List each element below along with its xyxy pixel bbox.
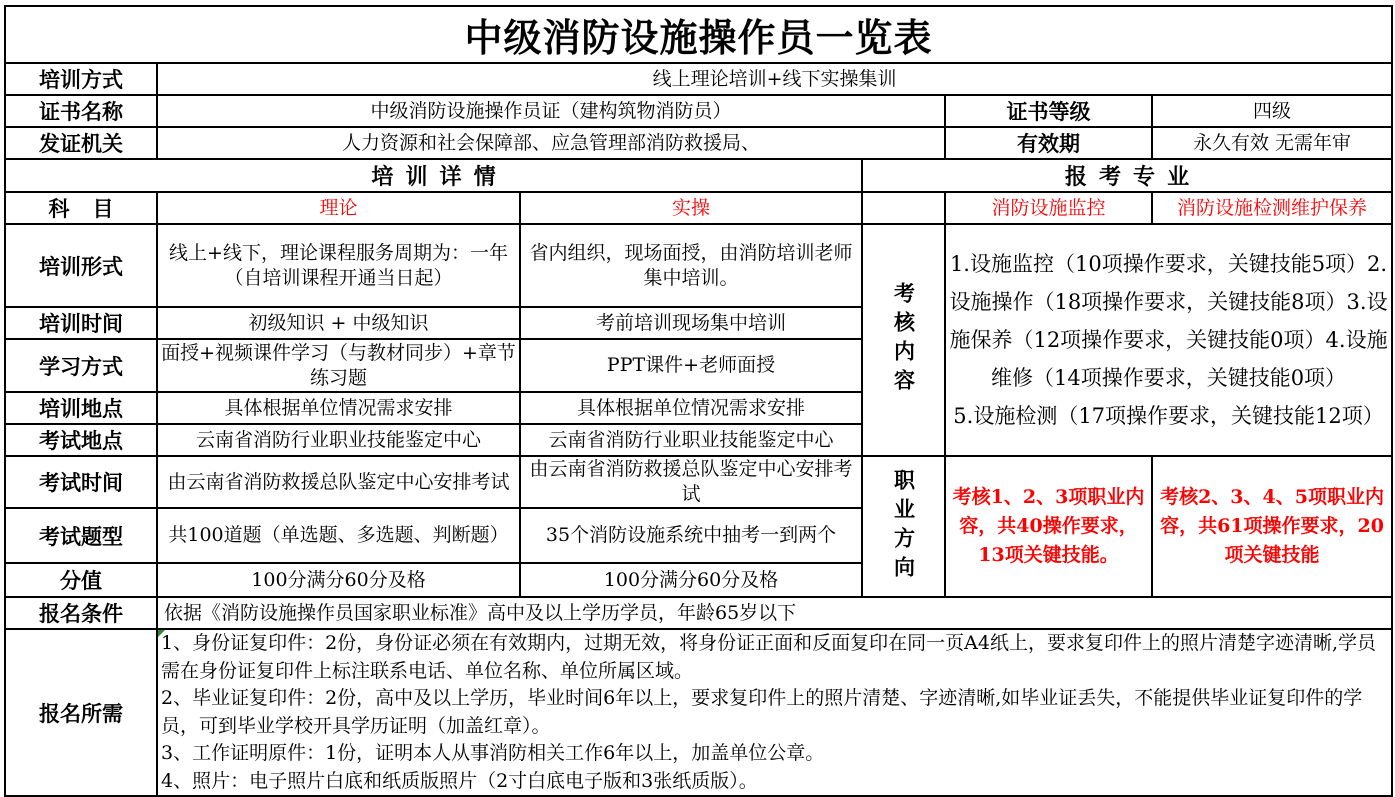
requirement-item: 1、身份证复印件：2份，身份证必须在有效期内，过期无效，将身份证正面和反面复印在同一页A4纸上，要求复印件上的照片清楚字迹清晰,学员需在身份证复印件上标注联系电话、单位名称、单位所属区域。 bbox=[161, 632, 1377, 682]
table-row bbox=[5, 127, 1392, 159]
table-row bbox=[5, 63, 1392, 95]
row-label-issuer: 发证机关 bbox=[5, 127, 157, 159]
conditions-value: 依据《消防设施操作员国家职业标准》高中及以上学历学员，年龄65岁以下 bbox=[157, 597, 1392, 629]
career-direction-label: 职业方向 bbox=[891, 468, 917, 585]
requirements-cell bbox=[157, 629, 1392, 796]
row-label-training-place: 培训地点 bbox=[5, 392, 157, 424]
table-row bbox=[5, 629, 1392, 796]
exam-time-practice: 由云南省消防救援总队鉴定中心安排考试 bbox=[520, 456, 862, 508]
requirement-item: 4、照片：电子照片白底和纸质版照片（2寸白底电子版和3张纸质版）。 bbox=[161, 769, 758, 792]
row-label-training-form: 培训形式 bbox=[5, 224, 157, 307]
exam-type-theory: 共100道题（单选题、多选题、判断题） bbox=[157, 508, 520, 563]
overview-table bbox=[4, 5, 1393, 797]
certificate-name-value: 中级消防设施操作员证（建构筑物消防员） bbox=[157, 95, 945, 127]
training-place-theory: 具体根据单位情况需求安排 bbox=[157, 392, 520, 424]
certificate-level-value: 四级 bbox=[1152, 95, 1392, 127]
table-row bbox=[5, 456, 1392, 508]
training-place-practice: 具体根据单位情况需求安排 bbox=[520, 392, 862, 424]
training-time-theory: 初级知识 + 中级知识 bbox=[157, 307, 520, 339]
major-monitor-header: 消防设施监控 bbox=[945, 192, 1152, 224]
score-theory: 100分满分60分及格 bbox=[157, 563, 520, 597]
issuer-value: 人力资源和社会保障部、应急管理部消防救援局、 bbox=[157, 127, 945, 159]
row-label-exam-type: 考试题型 bbox=[5, 508, 157, 563]
row-label-conditions: 报名条件 bbox=[5, 597, 157, 629]
study-method-theory: 面授+视频课件学习（与教材同步）+章节练习题 bbox=[157, 339, 520, 392]
training-time-practice: 考前培训现场集中培训 bbox=[520, 307, 862, 339]
row-label-certificate-name: 证书名称 bbox=[5, 95, 157, 127]
row-label-training-time: 培训时间 bbox=[5, 307, 157, 339]
table-row bbox=[5, 95, 1392, 127]
validity-value: 永久有效 无需年审 bbox=[1152, 127, 1392, 159]
career-maintain-cell: 考核2、3、4、5项职业内容，共61项操作要求，20项关键技能 bbox=[1152, 456, 1392, 597]
page-title: 中级消防设施操作员一览表 bbox=[5, 6, 1392, 63]
exam-type-practice: 35个消防设施系统中抽考一到两个 bbox=[520, 508, 862, 563]
section-exam-major: 报考专业 bbox=[862, 159, 1392, 192]
requirement-item: 3、工作证明原件：1份，证明本人从事消防相关工作6年以上，加盖单位公章。 bbox=[161, 742, 825, 764]
row-label-study-method: 学习方式 bbox=[5, 339, 157, 392]
exam-time-theory: 由云南省消防救援总队鉴定中心安排考试 bbox=[157, 456, 520, 508]
row-label-validity: 有效期 bbox=[945, 127, 1152, 159]
assessment-line-2: 5.设施检测（17项操作要求，关键技能12项） bbox=[953, 404, 1384, 428]
row-label-exam-time: 考试时间 bbox=[5, 456, 157, 508]
assessment-content-cell bbox=[945, 224, 1392, 456]
exam-place-practice: 云南省消防行业职业技能鉴定中心 bbox=[520, 424, 862, 456]
training-form-practice: 省内组织，现场面授，由消防培训老师集中培训。 bbox=[520, 224, 862, 307]
table-row bbox=[5, 597, 1392, 629]
row-label-requirements: 报名所需 bbox=[5, 629, 157, 796]
row-label-certificate-level: 证书等级 bbox=[945, 95, 1152, 127]
subject-practice-header: 实操 bbox=[520, 192, 862, 224]
section-header-row bbox=[5, 159, 1392, 192]
assessment-content-label-cell bbox=[862, 224, 945, 456]
training-form-theory: 线上+线下，理论课程服务周期为：一年（自培训课程开通当日起） bbox=[157, 224, 520, 307]
empty-cell bbox=[862, 192, 945, 224]
career-monitor-cell: 考核1、2、3项职业内容，共40操作要求，13项关键技能。 bbox=[945, 456, 1152, 597]
cell-corner-marker bbox=[158, 630, 165, 637]
score-practice: 100分满分60分及格 bbox=[520, 563, 862, 597]
study-method-practice: PPT课件+老师面授 bbox=[520, 339, 862, 392]
subject-theory-header: 理论 bbox=[157, 192, 520, 224]
row-label-subject: 科目 bbox=[5, 192, 157, 224]
career-direction-label-cell bbox=[862, 456, 945, 597]
row-label-exam-place: 考试地点 bbox=[5, 424, 157, 456]
exam-place-theory: 云南省消防行业职业技能鉴定中心 bbox=[157, 424, 520, 456]
major-maintain-header: 消防设施检测维护保养 bbox=[1152, 192, 1392, 224]
assessment-line-1: 1.设施监控（10项操作要求，关键技能5项）2.设施操作（18项操作要求，关键技能8项）3.设施保养（12项操作要求，关键技能0项）4.设施维修（14项操作要求，关键技能0项） bbox=[949, 252, 1388, 390]
row-label-score: 分值 bbox=[5, 563, 157, 597]
row-label-training-method: 培训方式 bbox=[5, 63, 157, 95]
table-row bbox=[5, 224, 1392, 307]
training-method-value: 线上理论培训+线下实操集训 bbox=[157, 63, 1392, 95]
section-training-detail: 培训详情 bbox=[5, 159, 862, 192]
subject-header-row bbox=[5, 192, 1392, 224]
assessment-content-label: 考核内容 bbox=[891, 282, 917, 398]
requirement-item: 2、毕业证复印件：2份，高中及以上学历，毕业时间6年以上，要求复印件上的照片清楚、字迹清晰,如毕业证丢失，不能提供毕业证复印件的学员，可到毕业学校开具学历证明（加盖红章）。 bbox=[161, 687, 1363, 737]
